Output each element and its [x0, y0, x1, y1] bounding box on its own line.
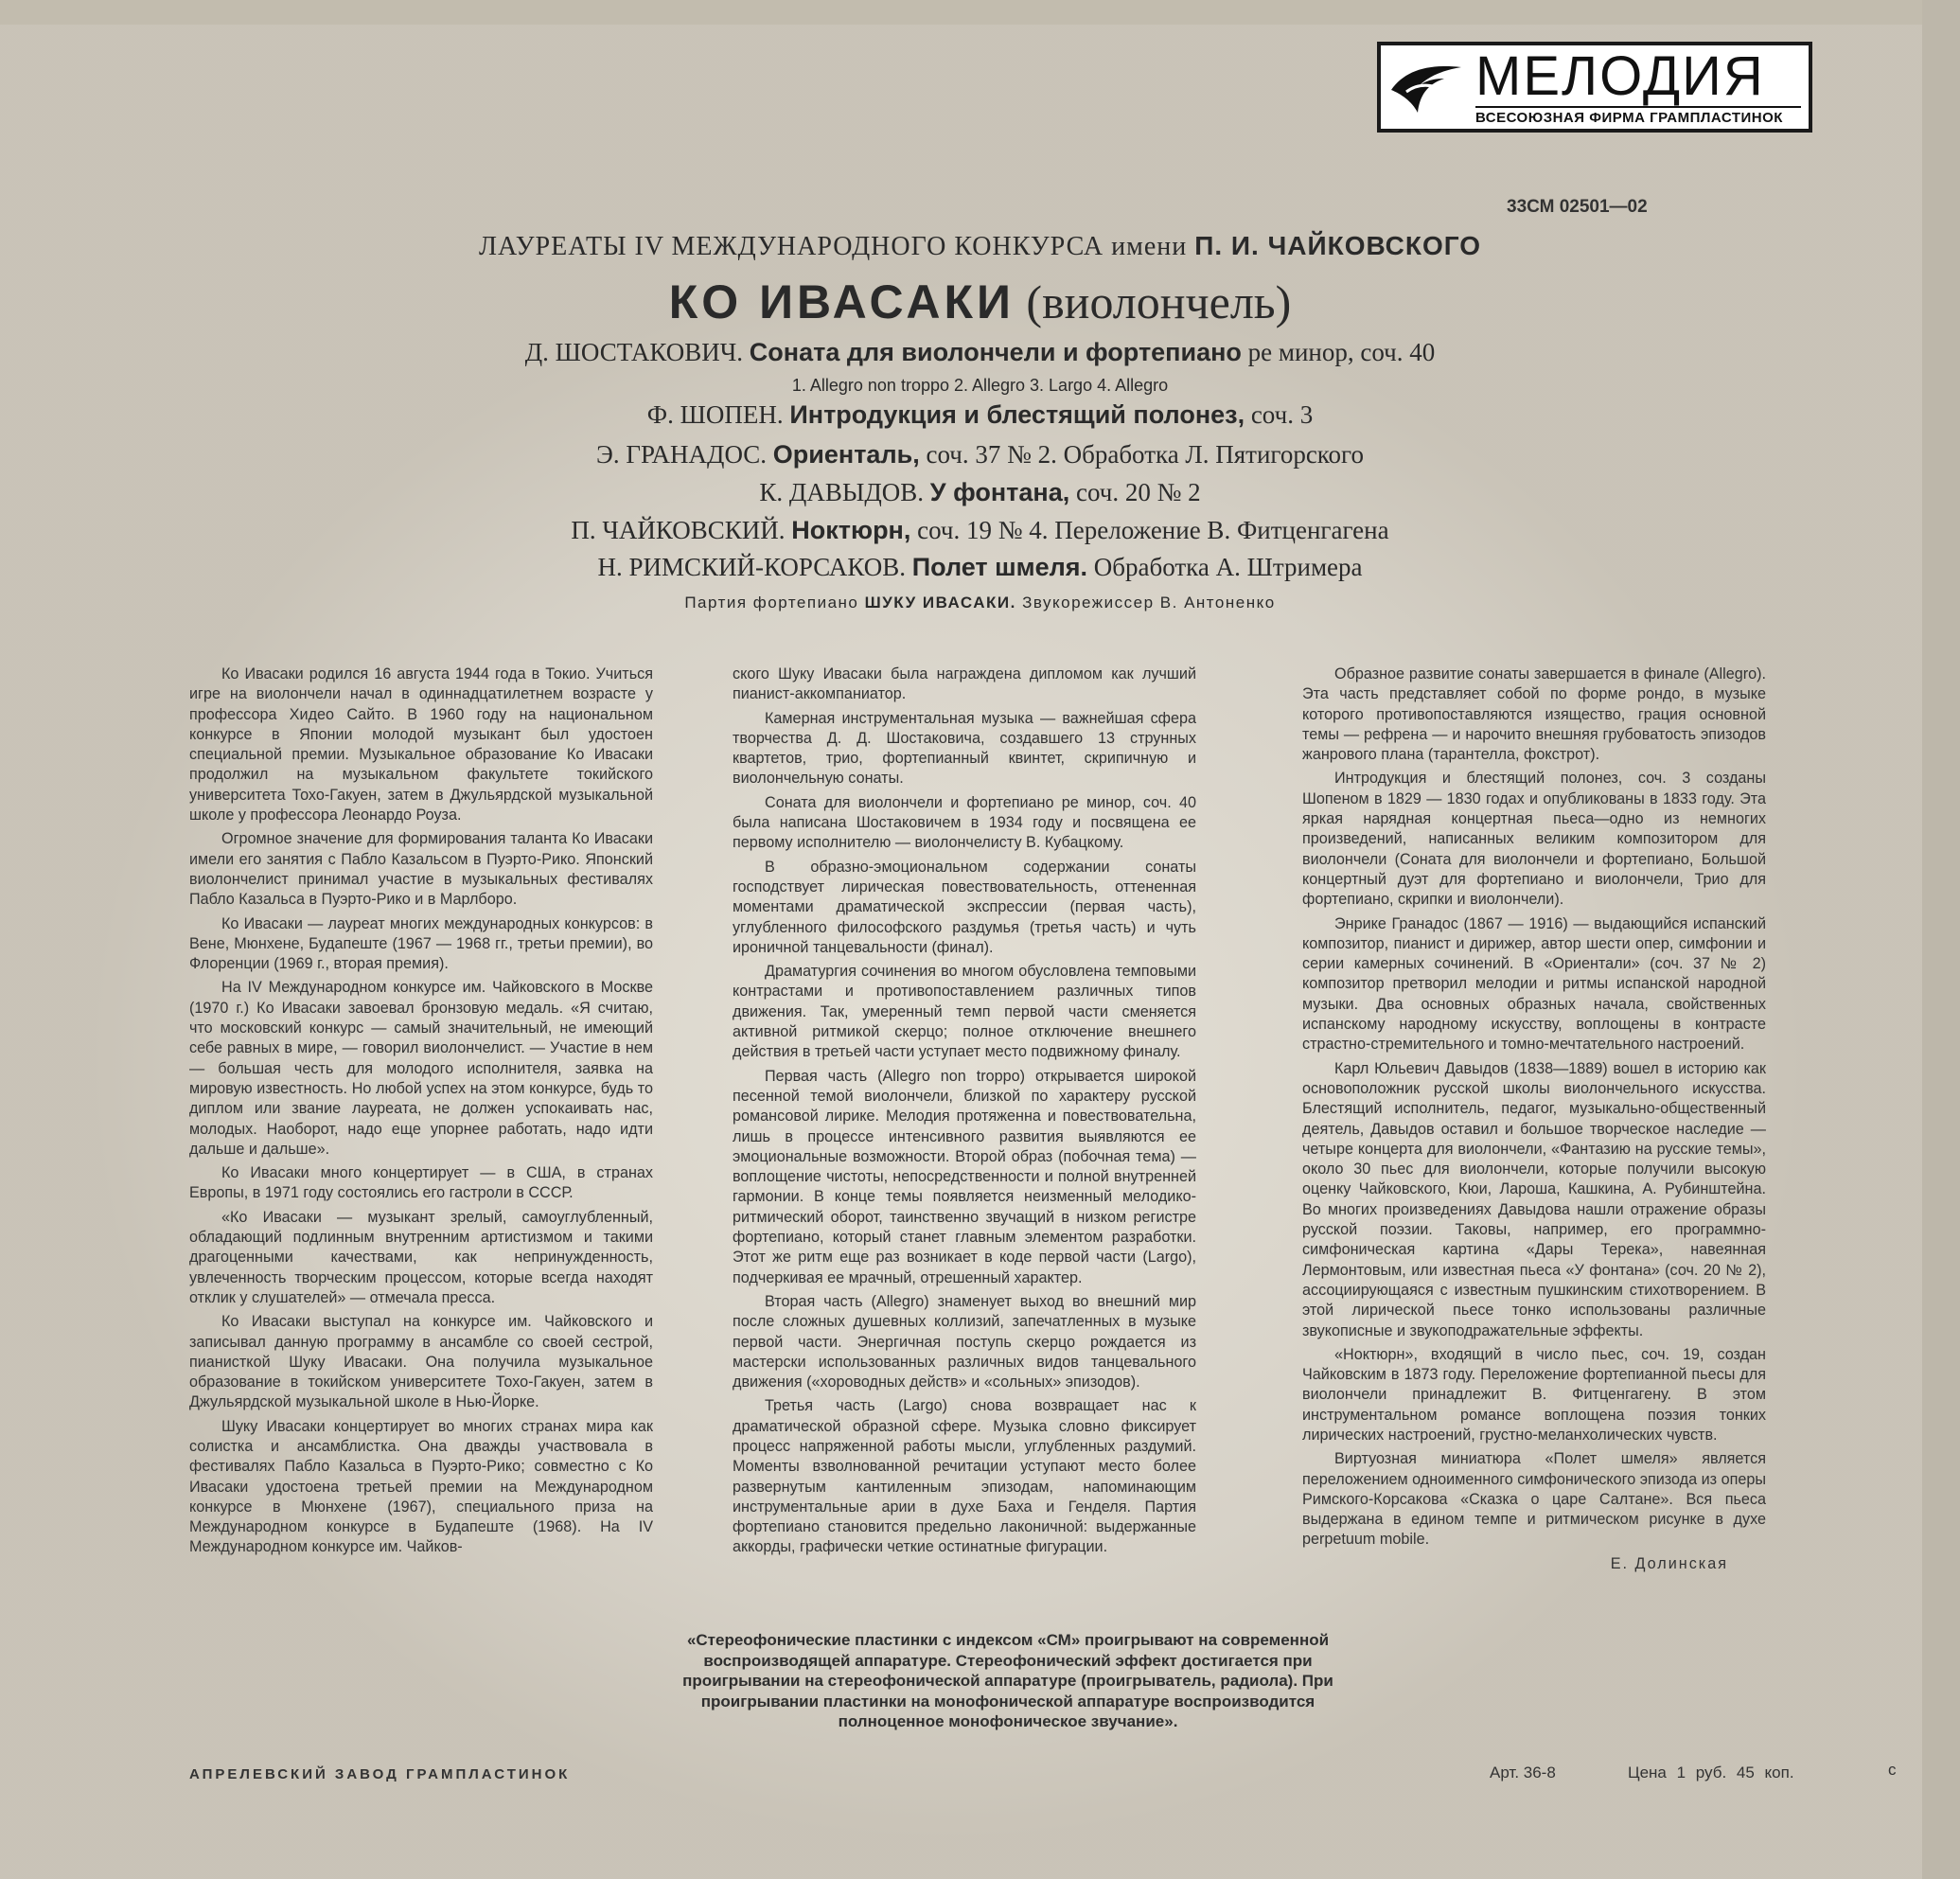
liner-paragraph: Энрике Гранадос (1867 — 1916) — выдающийся испанский композитор, пианист и дирижер, автор шести опер, симфонии и серии камерных сочинений. В «Ориентали» (соч. 37 № 2) композитор претворил мелодии и ритмы испанской народной музыки. Два основных образных начала, свойственных испанскому народному искусству, воплощены в контрасте страстно-стремительного и томно-мечтательного настроений.: [1302, 914, 1766, 1054]
liner-paragraph: Камерная инструментальная музыка — важнейшая сфера творчества Д. Д. Шостаковича, создавшего 13 струнных квартетов, трио, фортепианный квинтет, скрипичную и виолончельную сонаты.: [733, 709, 1196, 788]
liner-paragraph: «Ноктюрн», входящий в число пьес, соч. 19, создан Чайковским в 1873 году. Переложение фортепианной пьесы для виолончели принадлежит В. Фитценгагену. В этом инструментальном романсе воплощена поэзия тонких лирических настроений, грустно-меланхолических чувств.: [1302, 1345, 1766, 1444]
artist-name: КО ИВАСАКИ: [668, 275, 1015, 328]
melodiya-logo-icon: [1381, 45, 1472, 129]
liner-paragraph: ского Шуку Ивасаки была награждена дипломом как лучший пианист-аккомпаниатор.: [733, 665, 1196, 703]
program-title: Ноктюрн,: [791, 516, 911, 544]
laureates-text-b: имени: [1111, 232, 1188, 261]
program-title: Ориенталь,: [772, 440, 920, 469]
liner-paragraph: Третья часть (Largo) снова возвращает нас к драматической образной сфере. Музыка словно фиксирует процесс напряженной работы мысли, углубленных раздумий. Моменты взволнованной речитации уступают место более развернутым кантиленным эпизодам, напоминающим инструментальные арии в духе Баха и Генделя. Партия фортепиано становится предельно лаконичной: выдержанные аккорды, графически четкие остинатные фигурации.: [733, 1397, 1196, 1556]
liner-notes-column-1: [189, 665, 653, 1562]
pianist-name: ШУКУ ИВАСАКИ.: [864, 594, 1016, 612]
liner-paragraph: На IV Международном конкурсе им. Чайковского в Москве (1970 г.) Ко Ивасаки завоевал бронзовую медаль. «Я считаю, что московский конкурс — самый значительный, не имеющий себе равных в мире, — говорил виолончелист. — Участие в нем — большая честь для молодого исполнителя, заявка на мировую известность. Но любой успех на этом конкурсе, будь то диплом или звание лауреата, не должен успокаивать нас, молодых. Наоборот, надо еще упорнее работать, надо идти дальше и дальше».: [189, 979, 653, 1158]
laureates-text-a: ЛАУРЕАТЫ IV МЕЖДУНАРОДНОГО КОНКУРСА: [478, 232, 1104, 261]
liner-paragraph: Соната для виолончели и фортепиано ре минор, соч. 40 была написана Шостаковичем в 1934 году и посвящена ее первому исполнителю — виолончелисту В. Кубацкому.: [733, 793, 1196, 852]
liner-paragraph: Образное развитие сонаты завершается в финале (Allegro). Эта часть представляет собой по форме рондо, в музыке которого противопоставляются изящество, грация основной темы — рефрена — и нарочито внешняя грубоватость эпизодов жанрового плана (тарантелла, фокстрот).: [1302, 665, 1766, 764]
stereo-notice: «Стереофонические пластинки с индексом «СМ» проигрывают на современной воспроизводящей аппаратуре. Стереофонический эффект достигается при проигрывании на стереофонической аппаратуре (проигрыватель, радиола). При проигрывании пластинки на монофонической аппаратуре воспроизводится полноценное монофоническое звучание».: [682, 1631, 1333, 1730]
artist-heading: [0, 275, 1960, 329]
program-title: У фонтана,: [929, 478, 1070, 506]
laureates-heading: [0, 231, 1960, 262]
program-line-2: [0, 400, 1960, 430]
liner-paragraph: Шуку Ивасаки концертирует во многих странах мира как солистка и ансамблистка. Она дважды участвовала в фестивалях Пабло Казальса в Пуэрто-Рико; совместно с Ко Ивасаки удостоена третьей премии на Международном конкурсе в Мюнхене (1967), специального приза на Международном конкурсе в Будапеште (1968). На IV Международном конкурсе им. Чайков-: [189, 1417, 653, 1556]
liner-notes-column-3: [1302, 665, 1766, 1574]
liner-paragraph: В образно-эмоциональном содержании сонаты господствует лирическая повествовательность, оттененная моментами драматической экспрессии (первая часть), углубленного философского раздумья (третья часть) и чуть ироничной танцевальности (финал).: [733, 858, 1196, 956]
sonata-movements: 1. Allegro non troppo 2. Allegro 3. Largo 4. Allegro: [791, 376, 1169, 395]
program-composer: Ф. ШОПЕН.: [646, 400, 784, 429]
author-signature: Е. Долинская: [1610, 1554, 1728, 1572]
logo-subtitle: ВСЕСОЮЗНАЯ ФИРМА ГРАМПЛАСТИНОК: [1475, 106, 1801, 126]
liner-paragraph: Карл Юльевич Давыдов (1838—1889) вошел в историю как основоположник русской школы виолончельного искусства. Блестящий исполнитель, педагог, музыкально-общественный деятель, Давыдов оставил и большое творческое наследие — четыре концерта для виолончели, «Фантазию на русские темы», около 30 пьес для виолончели, которые получили высокую оценку Чайковского, Кюи, Лароша, Кашкина, А. Рубинштейна. Во многих произведениях Давыдова нашли отражение образы русской поэзии. Таковы, например, его программно-симфоническая картина «Дары Терека», навеянная Лермонтовым, или известная пьеса «У фонтана» (соч. 20 № 2), ассоциирующаяся с известным пушкинским стихотворением. В этой лирической пьесе тонко использованы различные звукописные и звукоподражательные эффекты.: [1302, 1059, 1766, 1339]
program-line-1: [0, 338, 1960, 367]
liner-paragraph: Интродукция и блестящий полонез, соч. 3 созданы Шопеном в 1829 — 1830 годах и опубликованы в 1833 году. Эта яркая нарядная концертная пьеса—одно из немногих произведений, написанных великим композитором для виолончели (Соната для виолончели и фортепиано, Большой концертный дуэт для фортепиано и виолончели, Трио для фортепиано, скрипки и виолончели).: [1302, 770, 1766, 909]
price-label: Цена 1 руб. 45 коп.: [1628, 1764, 1794, 1782]
program-composer: Д. ШОСТАКОВИЧ.: [524, 338, 744, 366]
laureates-text-c: П. И. ЧАЙКОВСКОГО: [1194, 231, 1482, 260]
corner-mark: с: [1888, 1761, 1897, 1779]
liner-paragraph: Виртуозная миниатюра «Полет шмеля» является переложением одноименного симфонического эпизода из оперы Римского-Корсакова «Сказка о царе Салтане». Вся пьеса выдержана в едином темпе и ритмическом рисунке в духе perpetuum mobile.: [1302, 1450, 1766, 1549]
program-line-6: [0, 553, 1960, 582]
program-detail: Обработка А. Штримера: [1093, 553, 1363, 581]
artist-instrument: (виолончель): [1026, 275, 1292, 328]
liner-paragraph: Ко Ивасаки — лауреат многих международных конкурсов: в Вене, Мюнхене, Будапеште (1967 — 1968 гг., третьи премии), во Флоренции (1969 г., вторая премия).: [189, 914, 653, 973]
program-title: Интродукция и блестящий полонез,: [789, 400, 1245, 429]
program-detail: соч. 37 № 2. Обработка Л. Пятигорского: [926, 440, 1364, 469]
program-detail: соч. 19 № 4. Переложение В. Фитценгагена: [917, 516, 1389, 544]
liner-paragraph: Драматургия сочинения во многом обусловлена темповыми контрастами и противопоставлением различных типов движения. Так, умеренный темп первой части сменяется активной ритмикой скерцо; полное отключение внешнего действия в третьей части уступает место подвижному финалу.: [733, 963, 1196, 1061]
program-line-3: [0, 440, 1960, 470]
liner-paragraph: Ко Ивасаки выступал на конкурсе им. Чайковского и записывал данную программу в ансамбле со своей сестрой, пианисткой Шуку Ивасаки. Она получила музыкальное образование в токийском университете Тохо-Гакуен, затем в Джульярдской музыкальной школе в Нью-Йорке.: [189, 1313, 653, 1411]
logo-name: МЕЛОДИЯ: [1475, 44, 1765, 107]
program-composer: К. ДАВЫДОВ.: [759, 478, 925, 506]
catalog-number: 33СМ 02501—02: [1507, 197, 1648, 217]
program-title: Полет шмеля.: [911, 553, 1088, 581]
liner-paragraph: Вторая часть (Allegro) знаменует выход во внешний мир после сложных душевных коллизий, запечатленных в музыке первой части. Энергичная поступь скерцо рождается из мастерски использованных различных видов танцевального движения («хороводных действ» и «сольных» эпизодов).: [733, 1292, 1196, 1392]
program-line-4: [0, 478, 1960, 507]
liner-paragraph: «Ко Ивасаки — музыкант зрелый, самоуглубленный, обладающий подлинным внутренним артистизмом и такими драгоценными качествами, как непринужденность, увлеченность творческим процессом, которые всегда находят отклик у слушателей» — отмечала пресса.: [189, 1208, 653, 1306]
piano-label: Партия фортепиано: [684, 594, 859, 612]
performer-credits: [0, 594, 1960, 612]
liner-paragraph: Ко Ивасаки много концертирует — в США, в странах Европы, в 1971 году состоялись его гастроли в СССР.: [189, 1164, 653, 1202]
liner-paragraph: Огромное значение для формирования таланта Ко Ивасаки имели его занятия с Пабло Казальсом в Пуэрто-Рико. Японский виолончелист принимал участие в музыкальных фестивалях Пабло Казальса в Пуэрто-Рико и в Марлборо.: [189, 830, 653, 909]
program-detail: соч. 20 № 2: [1075, 478, 1201, 506]
program-detail: ре минор, соч. 40: [1247, 338, 1436, 366]
program-composer: П. ЧАЙКОВСКИЙ.: [571, 516, 786, 544]
liner-paragraph: Первая часть (Allegro non troppo) открывается широкой песенной темой виолончели, близкой по характеру русской романсовой лирике. Мелодия протяженна и повествовательна, лишь в процессе интенсивного развития выявляются ее эмоциональные возможности. Второй образ (побочная тема) — воплощение чистоты, непосредственности и полной внутренней гармонии. В конце темы появляется неизменный мелодико-ритмический оборот, таинственно звучащий в низком регистре фортепиано, который станет главным элементом разработки. Этот же ритм еще раз возникает в коде первой части (Largo), подчеркивая ее мрачный, отрешенный характер.: [733, 1067, 1196, 1286]
top-edge-tape: [0, 0, 1960, 25]
article-number: Арт. 36-8: [1490, 1764, 1556, 1782]
program-detail: соч. 3: [1250, 400, 1314, 429]
program-composer: Э. ГРАНАДОС.: [596, 440, 768, 469]
sound-engineer: Звукорежиссер В. Антоненко: [1022, 594, 1276, 612]
factory-name: АПРЕЛЕВСКИЙ ЗАВОД ГРАМПЛАСТИНОК: [189, 1766, 571, 1782]
liner-paragraph: Ко Ивасаки родился 16 августа 1944 года в Токио. Учиться игре на виолончели начал в одиннадцатилетнем возрасте у профессора Хидео Сайто. В 1960 году на национальном конкурсе в Японии молодой музыкант был удостоен специальной премии. Музыкальное образование Ко Ивасаки продолжил на музыкальном факультете токийского университета Тохо-Гакуен, затем в Джульярдской музыкальной школе у профессора Леонардо Роуза.: [189, 665, 653, 824]
melodiya-logo: [1377, 42, 1812, 133]
liner-notes-column-2: [733, 665, 1196, 1562]
program-line-5: [0, 516, 1960, 545]
program-composer: Н. РИМСКИЙ-КОРСАКОВ.: [597, 553, 906, 581]
program-title: Соната для виолончели и фортепиано: [749, 338, 1242, 366]
